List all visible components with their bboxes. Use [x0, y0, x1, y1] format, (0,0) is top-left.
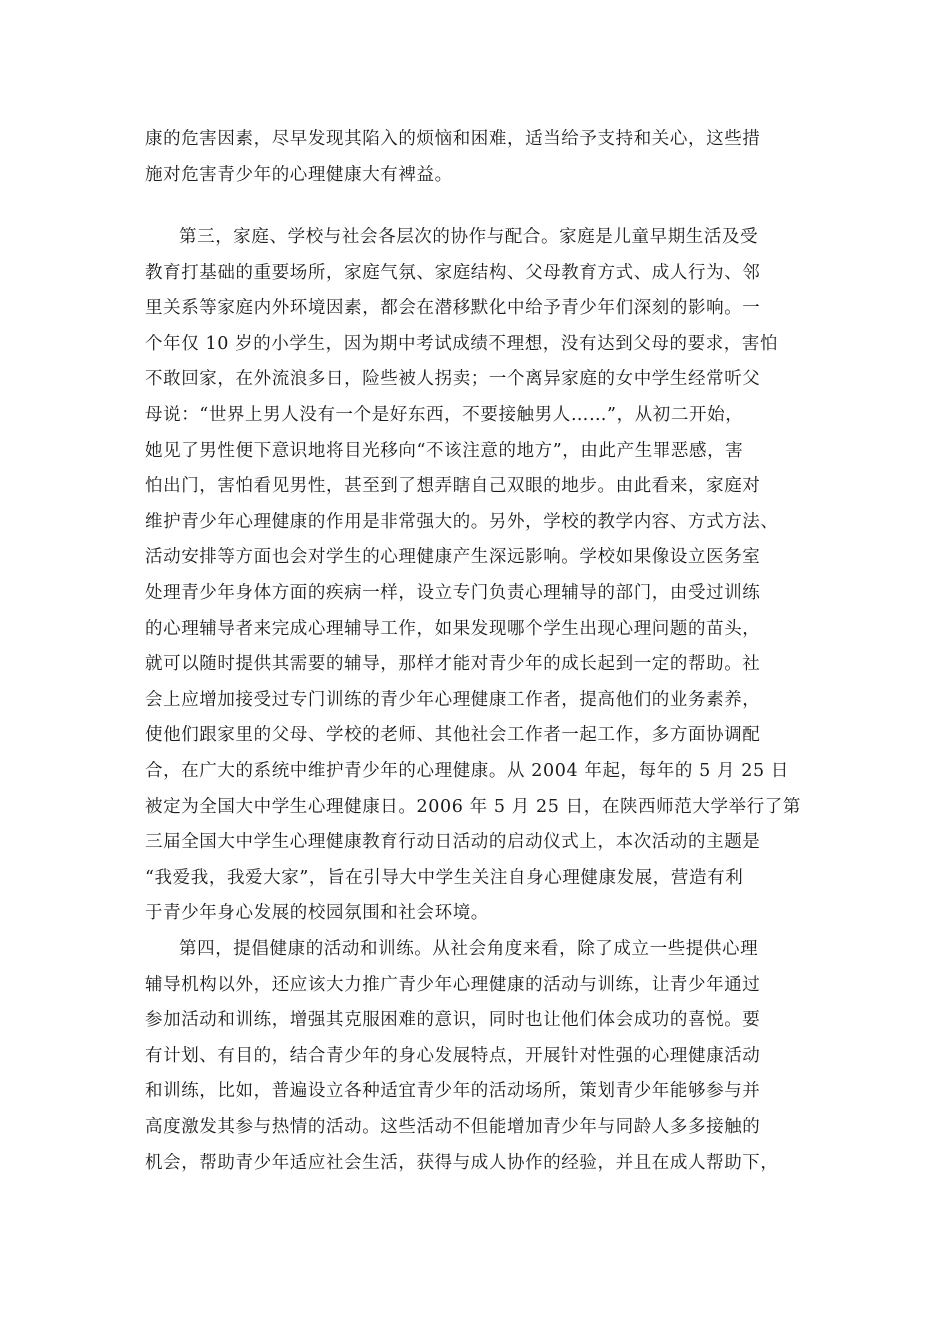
- text-line: 就可以随时提供其需要的辅导，那样才能对青少年的成长起到一定的帮助。社: [145, 654, 761, 675]
- text-line: 维护青少年心理健康的作用是非常强大的。另外，学校的教学内容、方式方法、: [145, 511, 779, 532]
- text-line: 会上应增加接受过专门训练的青少年心理健康工作者，提高他们的业务素养，: [145, 689, 761, 710]
- paragraph-third: [145, 220, 821, 932]
- text-line: 辅导机构以外，还应该大力推广青少年心理健康的活动与训练，让青少年通过: [145, 974, 761, 995]
- text-line: 和训练，比如，普遍设立各种适宜青少年的活动场所，策划青少年能够参与并: [145, 1081, 761, 1102]
- text-line: 不敢回家，在外流浪多日，险些被人拐卖；一个离异家庭的女中学生经常听父: [145, 369, 761, 390]
- text-line: 怕出门，害怕看见男性，甚至到了想弄瞎自己双眼的地步。由此看来，家庭对: [145, 476, 761, 497]
- text-line: 的心理辅导者来完成心理辅导工作，如果发现哪个学生出现心理问题的苗头，: [145, 618, 761, 639]
- text-line: 教育打基础的重要场所，家庭气氛、家庭结构、父母教育方式、成人行为、邻: [145, 262, 761, 283]
- text-line: 于青少年身心发展的校园氛围和社会环境。: [145, 903, 489, 924]
- text-line: 个年仅 10 岁的小学生，因为期中考试成绩不理想，没有达到父母的要求，害怕: [145, 333, 779, 354]
- text-line: 处理青少年身体方面的疾病一样，设立专门负责心理辅导的部门，由受过训练: [145, 582, 761, 603]
- text-line: 康的危害因素，尽早发现其陷入的烦恼和困难，适当给予支持和关心，这些措: [145, 129, 761, 149]
- text-line: 机会，帮助青少年适应社会生活，获得与成人协作的经验，并且在成人帮助下，: [145, 1152, 779, 1173]
- text-line: 活动安排等方面也会对学生的心理健康产生深远影响。学校如果像设立医务室: [145, 547, 761, 568]
- text-line: 参加活动和训练，增强其克服困难的意识，同时也让他们体会成功的喜悦。要: [145, 1010, 761, 1031]
- text-line: “我爱我，我爱大家”，旨在引导大中学生关注自身心理健康发展，营造有利: [145, 867, 744, 888]
- text-line: 有计划、有目的，结合青少年的身心发展特点，开展针对性强的心理健康活动: [145, 1045, 761, 1066]
- paragraph-fourth: [145, 932, 821, 1181]
- text-line: 施对危害青少年的心理健康大有裨益。: [145, 164, 453, 185]
- text-line: 母说：“世界上男人没有一个是好东西，不要接触男人……”，从初二开始，: [145, 404, 744, 425]
- text-line: 她见了男性便下意识地将目光移向“不该注意的地方”，由此产生罪恶感，害: [145, 440, 744, 461]
- text-line: 第四，提倡健康的活动和训练。从社会角度来看，除了成立一些提供心理: [179, 939, 759, 959]
- text-line: 使他们跟家里的父母、学校的老师、其他社会工作者一起工作，多方面协调配: [145, 725, 761, 746]
- text-line: 合，在广大的系统中维护青少年的心理健康。从 2004 年起，每年的 5 月 25 日: [145, 760, 790, 781]
- text-line: 里关系等家庭内外环境因素，都会在潜移默化中给予青少年们深刻的影响。一: [145, 298, 761, 319]
- text-line: 被定为全国大中学生心理健康日。2006 年 5 月 25 日，在陕西师范大学举行了第: [145, 796, 801, 817]
- text-line: 高度激发其参与热情的活动。这些活动不但能增加青少年与同龄人多多接触的: [145, 1116, 761, 1137]
- paragraph-continuation: [145, 122, 821, 193]
- text-line: 三届全国大中学生心理健康教育行动日活动的启动仪式上，本次活动的主题是: [145, 832, 761, 853]
- text-line: 第三，家庭、学校与社会各层次的协作与配合。家庭是儿童早期生活及受: [179, 227, 759, 247]
